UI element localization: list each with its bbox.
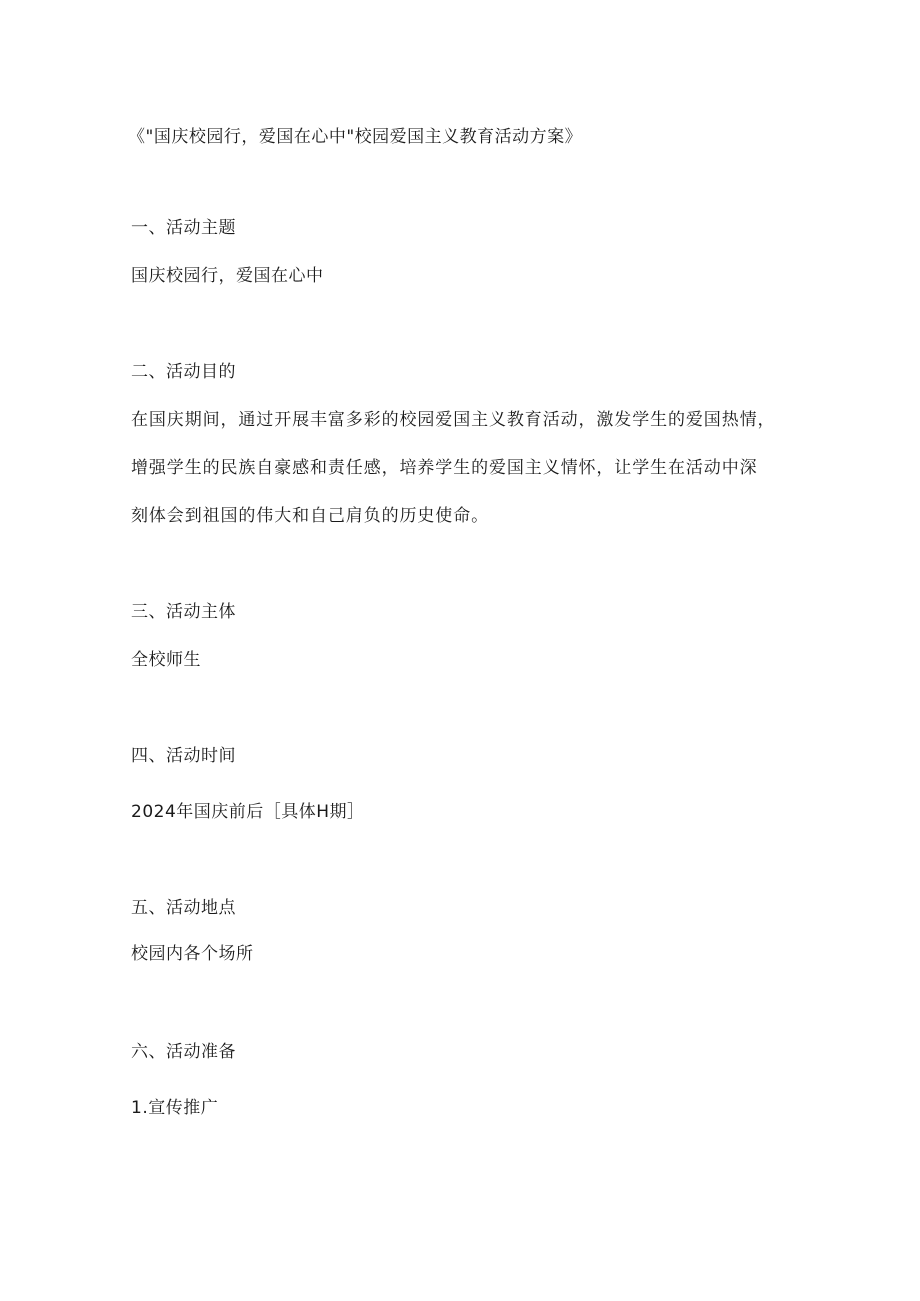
document-title: 《"国庆校园行，爱国在心中"校园爱国主义教育活动方案》: [128, 127, 583, 147]
section-body-participants: 全校师生: [131, 650, 201, 670]
section-body-purpose-line-2: 增强学生的民族自豪感和责任感，培养学生的爱国主义情怀，让学生在活动中深: [131, 458, 758, 478]
section-heading-theme: 一、活动主题: [131, 218, 236, 238]
section-body-theme: 国庆校园行，爱国在心中: [131, 266, 324, 286]
section-body-preparation: 1.宣传推广: [131, 1098, 219, 1118]
section-heading-time: 四、活动时间: [131, 746, 236, 766]
section-heading-purpose: 二、活动目的: [131, 362, 236, 382]
section-body-purpose-line-3: 刻体会到祖国的伟大和自己肩负的历史使命。: [131, 506, 489, 526]
section-body-purpose-line-1: 在国庆期间，通过开展丰富多彩的校园爱国主义教育活动，激发学生的爱国热情，: [131, 410, 776, 430]
section-body-time: 2024年国庆前后［具体H期］: [131, 802, 365, 822]
section-body-location: 校园内各个场所: [131, 944, 254, 964]
section-heading-preparation: 六、活动准备: [131, 1042, 236, 1062]
section-heading-participants: 三、活动主体: [131, 602, 236, 622]
section-heading-location: 五、活动地点: [131, 898, 236, 918]
